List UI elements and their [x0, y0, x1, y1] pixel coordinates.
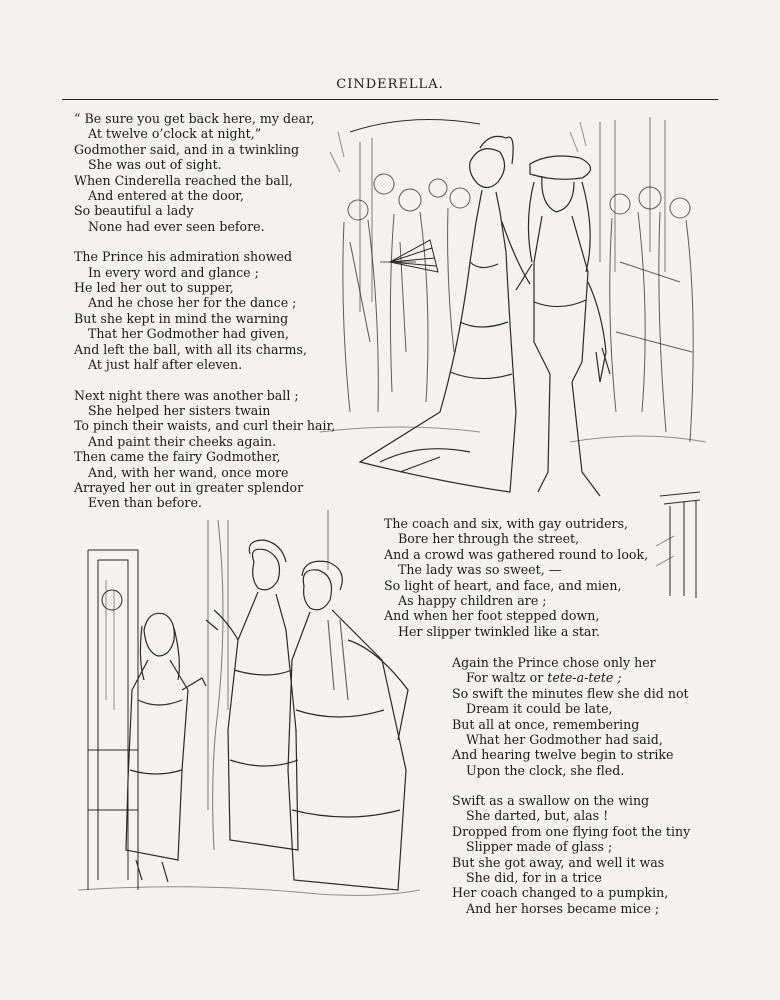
verse-line: But all at once, remembering — [452, 716, 640, 732]
verse-line — [452, 670, 689, 685]
sisters-illustration — [78, 510, 420, 910]
verse-line: She was out of sight. — [88, 157, 222, 173]
verse-line: And her horses became mice ; — [466, 900, 660, 916]
verse-line: Godmother said, and in a twinkling — [74, 141, 300, 157]
verse-line: The lady was so sweet, — — [398, 562, 562, 578]
verse-line: And a crowd was gathered round to look, — [384, 546, 649, 562]
verse-line: Slipper made of glass ; — [466, 839, 613, 855]
header-rule — [62, 99, 718, 100]
verse-right-2 — [452, 655, 689, 778]
verse-line: Her slipper twinkled like a star. — [398, 623, 601, 639]
verse-line: Bore her through the street, — [398, 531, 580, 547]
verse-line: But she got away, and well it was — [452, 854, 665, 870]
verse-line: At just half after eleven. — [88, 357, 243, 373]
verse-line: So light of heart, and face, and mien, — [384, 577, 622, 593]
verse-italic-word: tete-a-tete ; — [547, 670, 622, 686]
verse-line: And when her foot stepped down, — [384, 608, 600, 624]
verse-line: And left the ball, with all its charms, — [74, 341, 307, 357]
verse-line: She darted, but, alas ! — [466, 808, 609, 824]
verse-line: And paint their cheeks again. — [88, 433, 277, 449]
verse-line: Swift as a swallow on the wing — [452, 793, 650, 808]
ballroom-illustration — [320, 112, 706, 508]
verse-line: The Prince his admiration showed — [74, 249, 293, 265]
verse-line: And entered at the door, — [88, 188, 244, 204]
verse-line: At twelve o’clock at night,” — [88, 126, 262, 142]
verse-line: Arrayed her out in greater splendor — [74, 479, 304, 495]
verse-line: She helped her sisters twain — [88, 402, 271, 418]
verse-line: When Cinderella reached the ball, — [74, 172, 293, 188]
verse-line: The coach and six, with gay outriders, — [384, 516, 629, 531]
verse-line: None had ever seen before. — [88, 218, 265, 234]
verse-line: So beautiful a lady — [74, 203, 194, 219]
verse-line: Upon the clock, she fled. — [466, 762, 625, 778]
verse-line: But she kept in mind the warning — [74, 310, 289, 326]
verse-line: Her coach changed to a pumpkin, — [452, 885, 669, 901]
verse-line: In every word and glance ; — [88, 264, 259, 280]
verse-line: Dropped from one flying foot the tiny — [452, 823, 691, 839]
verse-line: Then came the fairy Godmother, — [74, 449, 281, 465]
verse-line: Even than before. — [88, 495, 202, 511]
verse-line: That her Godmother had given, — [88, 326, 290, 342]
page-title: CINDERELLA. — [336, 77, 444, 92]
verse-line: And hearing twelve begin to strike — [452, 747, 674, 763]
verse-line: And, with her wand, once more — [88, 464, 289, 480]
verse-line: “ Be sure you get back here, my dear, — [74, 111, 315, 126]
doorway-sketch — [650, 486, 706, 606]
verse-line: What her Godmother had said, — [466, 732, 663, 748]
verse-line: She did, for in a trice — [466, 870, 602, 886]
verse-right-1 — [384, 516, 648, 639]
verse-line: He led her out to supper, — [74, 280, 234, 296]
verse-right-3 — [452, 793, 690, 916]
verse-line: Again the Prince chose only her — [452, 655, 656, 670]
verse-left-top — [74, 111, 335, 511]
verse-line: Dream it could be late, — [466, 701, 613, 717]
verse-line: So swift the minutes flew she did not — [452, 685, 689, 701]
verse-line-text: For waltz or — [466, 670, 548, 686]
verse-line: And he chose her for the dance ; — [88, 295, 297, 311]
verse-line: Next night there was another ball ; — [74, 387, 299, 403]
verse-line: As happy children are ; — [398, 593, 547, 609]
verse-line: To pinch their waists, and curl their hair, — [74, 418, 336, 434]
